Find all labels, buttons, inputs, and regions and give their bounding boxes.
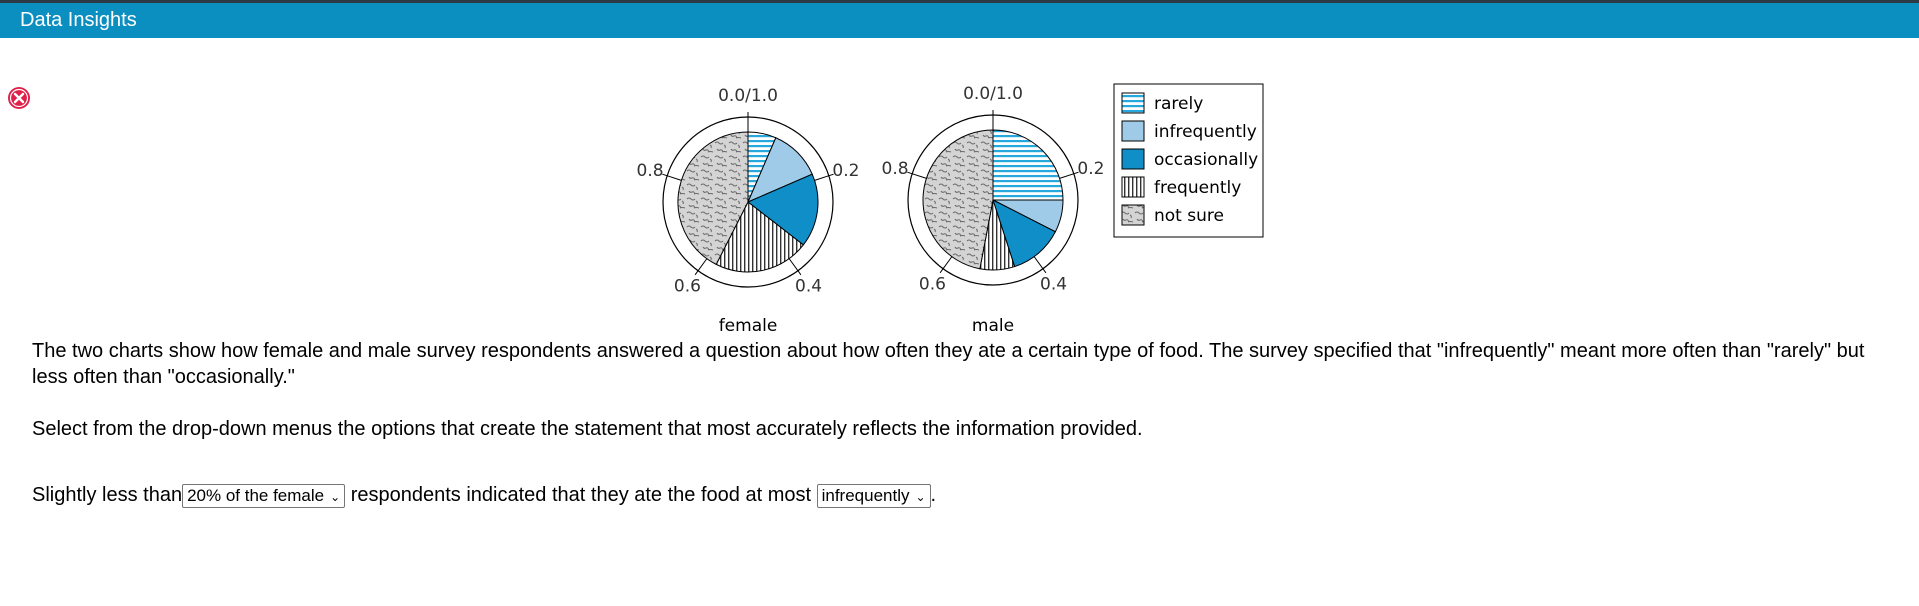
dropdown-frequency[interactable] <box>817 484 931 508</box>
pie-tick-label: 0.6 <box>918 274 946 295</box>
pie-slice-not-sure <box>923 130 993 269</box>
legend-label-infrequently: infrequently <box>1154 122 1257 142</box>
pie-tick-label: 0.4 <box>1040 274 1068 295</box>
pie-tick-label: 0.4 <box>795 276 823 297</box>
statement-text-start: Slightly less than <box>32 484 183 506</box>
pie-tick-label: 0.0/1.0 <box>718 86 778 106</box>
pie-tick-label: 0.8 <box>881 159 909 180</box>
dropdown-respondent-share-value: 20% of the female <box>187 485 325 505</box>
dropdown-respondent-share[interactable] <box>182 484 345 508</box>
statement-text-middle: respondents indicated that they ate the food at most <box>345 484 817 506</box>
legend-item-occasionally <box>1122 149 1258 170</box>
pie-tick-label: 0.2 <box>1077 159 1105 180</box>
pie-male-slices <box>923 130 1063 270</box>
pie-female-title: female <box>718 316 778 336</box>
legend-swatch-rarely <box>1122 93 1144 113</box>
chevron-down-icon: ⌄ <box>330 489 341 504</box>
statement-text-end: . <box>930 484 937 506</box>
pie-female-slices <box>678 132 818 272</box>
chart-legend <box>1114 84 1263 237</box>
pie-tick-mark <box>662 174 681 180</box>
header-title: Data Insights <box>20 9 137 31</box>
answer-statement <box>32 482 936 508</box>
pie-tick-label: 0.6 <box>673 276 701 297</box>
question-description: The two charts show how female and male survey respondents answered a question about how often they ate a certain type of food. The survey specified that "infrequently" meant more often than "rarely" but less often than "occasionally." <box>32 340 1865 388</box>
legend-item-infrequently <box>1122 121 1257 142</box>
legend-item-frequently <box>1122 177 1241 198</box>
pie-tick-label: 0.0/1.0 <box>963 84 1023 104</box>
legend-swatch-occasionally <box>1122 149 1144 169</box>
legend-swatch-not-sure <box>1122 205 1144 225</box>
legend-swatch-infrequently <box>1122 121 1144 141</box>
pie-tick-mark <box>815 174 834 180</box>
legend-item-rarely <box>1122 93 1203 114</box>
chevron-down-icon: ⌄ <box>915 489 926 504</box>
legend-swatch-frequently <box>1122 177 1144 197</box>
pie-tick-mark <box>907 172 926 178</box>
legend-item-not-sure <box>1122 205 1224 226</box>
pie-tick-mark <box>1060 172 1079 178</box>
pie-male-title: male <box>971 316 1015 336</box>
dropdown-frequency-value: infrequently <box>821 485 910 505</box>
legend-label-not-sure: not sure <box>1154 206 1224 226</box>
legend-label-rarely: rarely <box>1154 94 1204 114</box>
question-instructions: Select from the drop-down menus the options that create the statement that most accurately reflects the information provided. <box>32 418 1143 440</box>
pie-chart-male <box>882 84 1105 336</box>
pie-tick-label: 0.2 <box>832 161 860 182</box>
legend-label-occasionally: occasionally <box>1154 150 1259 170</box>
pie-chart-female <box>637 86 860 336</box>
legend-label-frequently: frequently <box>1154 178 1242 198</box>
pie-slice-rarely <box>993 130 1063 200</box>
pie-tick-label: 0.8 <box>636 161 664 182</box>
